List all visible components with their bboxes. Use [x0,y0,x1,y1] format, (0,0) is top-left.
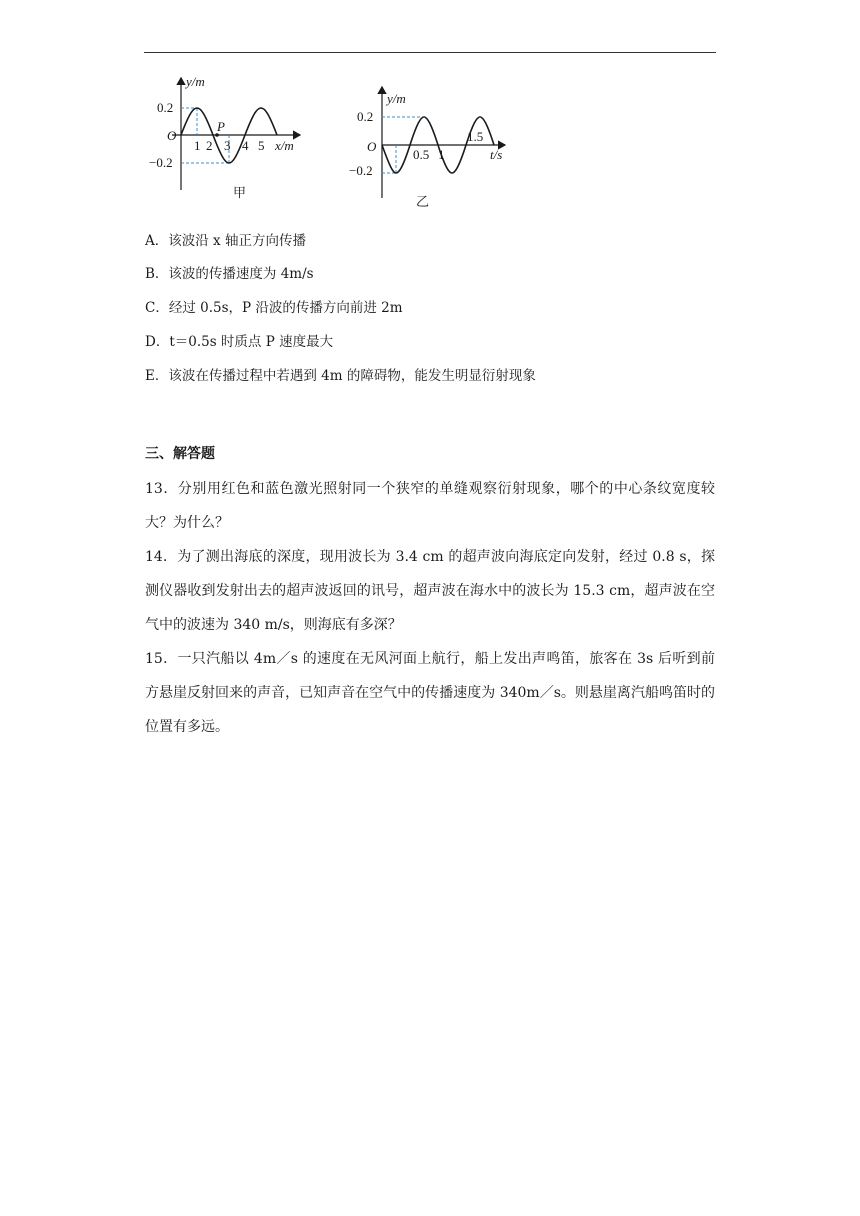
yi-t-label: t/s [490,147,503,162]
yi-y-label: y/m [387,91,406,106]
jia-y-label: y/m [186,74,205,89]
figure-jia-wave-graph [140,70,320,210]
option-b: B．该波的传播速度为 4m/s [145,266,314,282]
section-title: 三、解答题 [145,446,215,462]
jia-x-label: x/m [275,138,294,153]
jia-y-pos-label: 0.2 [157,100,174,115]
question-13: 13．分别用红色和蓝色激光照射同一个狭窄的单缝观察衍射现象，哪个的中心条纹宽度较大？为什么？ [145,481,715,531]
header-rule [144,52,716,53]
option-e: E．该波在传播过程中若遇到 4m 的障碍物，能发生明显衍射现象 [145,368,536,384]
jia-origin-label: O [167,128,177,143]
jia-x-tick-3: 3 [224,138,231,153]
figure-yi-vibration-graph [340,70,520,215]
question-15: 15．一只汽船以 4m／s 的速度在无风河面上航行，船上发出声鸣笛，旅客在 3s 后听到前方悬崖反射回来的声音，已知声音在空气中的传播速度为 340m／s。则悬崖离汽船鸣笛时的位置有多远。 [145,651,715,735]
yi-t-tick-1-5: 1.5 [467,129,484,144]
yi-caption: 乙 [416,194,430,209]
jia-x-tick-4: 4 [242,138,249,153]
question-14: 14．为了测出海底的深度，现用波长为 3.4 cm 的超声波向海底定向发射，经过 0.8 s，探测仪器收到发射出去的超声波返回的讯号，超声波在海水中的波长为 15.3 cm，超声波在空气中的波速为 340 m/s，则海底有多深？ [145,549,715,633]
yi-t-tick-0-5: 0.5 [413,147,430,162]
option-c: C．经过 0.5s，P 沿波的传播方向前进 2m [145,300,403,316]
yi-y-neg-label: −0.2 [349,163,373,178]
yi-y-pos-label: 0.2 [357,109,374,124]
jia-x-tick-1: 1 [194,138,201,153]
yi-t-tick-1: 1 [438,147,445,162]
jia-point-p-label: P [217,119,225,134]
jia-x-tick-2: 2 [206,138,213,153]
jia-x-tick-5: 5 [258,138,265,153]
option-a: A．该波沿 x 轴正方向传播 [145,233,306,249]
option-d: D．t＝0.5s 时质点 P 速度最大 [145,334,334,350]
jia-y-neg-label: −0.2 [149,155,173,170]
jia-caption: 甲 [233,185,247,200]
yi-origin-label: O [367,139,377,154]
